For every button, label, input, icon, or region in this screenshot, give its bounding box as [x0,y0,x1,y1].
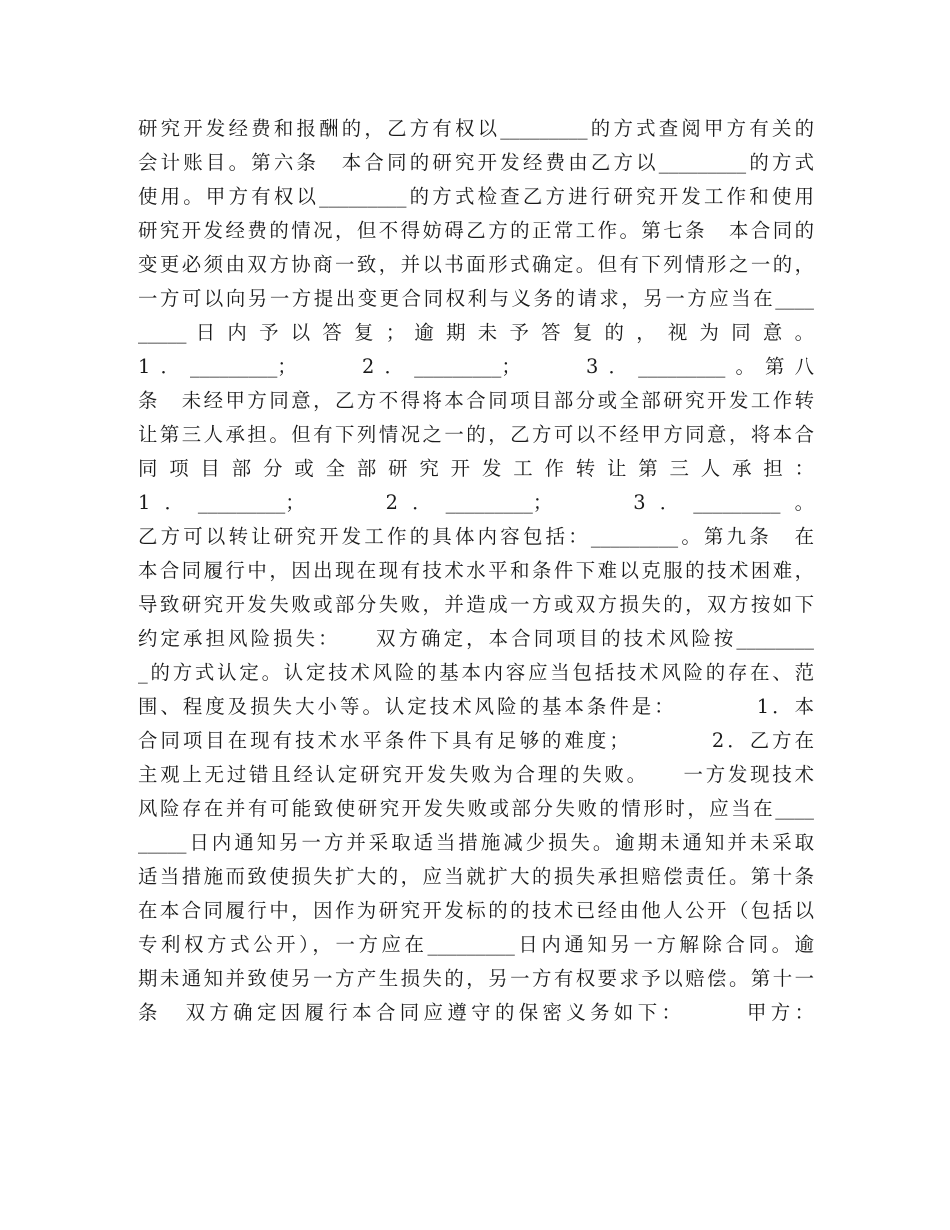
text-line: 专利权方式公开），一方应在_________日内通知另一方解除合同。逾 [138,933,814,956]
text-line: 围、程度及损失大小等。认定技术风险的基本条件是： 1．本 [138,695,814,718]
text-line: 研究开发经费和报酬的，乙方有权以_________的方式查阅甲方有关的 [138,117,814,140]
text-line: 一方可以向另一方提出变更合同权利与义务的请求，另一方应当在____ [138,287,814,310]
text-line: 乙方可以转让研究开发工作的具体内容包括：_________。第九条 在 [138,525,814,548]
text-line: 主观上无过错且经认定研究开发失败为合理的失败。 一方发现技术 [138,763,814,786]
text-line: 条 双方确定因履行本合同应遵守的保密义务如下： 甲方： [138,1001,814,1024]
text-line: 同 项 目 部 分 或 全 部 研 究 开 发 工 作 转 让 第 三 人 承 担 ： [138,457,814,480]
text-line: 使用。甲方有权以_________的方式检查乙方进行研究开发工作和使用 [138,185,814,208]
text-line: 适当措施而致使损失扩大的，应当就扩大的损失承担赔偿责任。第十条 [138,865,814,888]
text-line: 本合同履行中，因出现在现有技术水平和条件下难以克服的技术困难， [138,559,814,582]
text-line: 会计账目。第六条 本合同的研究开发经费由乙方以_________的方式 [138,151,814,174]
text-line: 在本合同履行中，因作为研究开发标的的技术已经由他人公开（包括以 [138,899,814,922]
text-line: 导致研究开发失败或部分失败，并造成一方或双方损失的，双方按如下 [138,593,814,616]
text-line: 风险存在并有可能致使研究开发失败或部分失败的情形时，应当在____ [138,797,814,820]
text-line: _____日内通知另一方并采取适当措施减少损失。逾期未通知并未采取 [138,831,814,854]
text-line: 1．_________； 2．_________； 3．_________。第八 [138,355,814,378]
text-line: 让第三人承担。但有下列情况之一的，乙方可以不经甲方同意，将本合 [138,423,814,446]
text-line: 研究开发经费的情况，但不得妨碍乙方的正常工作。第七条 本合同的 [138,219,814,242]
text-line: _____ 日 内 予 以 答 复 ； 逾 期 未 予 答 复 的 ， 视 为 同 意 。 [138,321,814,344]
text-line: _的方式认定。认定技术风险的基本内容应当包括技术风险的存在、范 [138,661,814,684]
text-line: 1．_________； 2．_________； 3．_________。 [138,491,814,514]
text-line: 变更必须由双方协商一致，并以书面形式确定。但有下列情形之一的， [138,253,814,276]
text-line: 合同项目在现有技术水平条件下具有足够的难度； 2．乙方在 [138,729,814,752]
contract-body-text [138,112,814,1030]
text-line: 条 未经甲方同意，乙方不得将本合同项目部分或全部研究开发工作转 [138,389,814,412]
text-line: 期未通知并致使另一方产生损失的，另一方有权要求予以赔偿。第十一 [138,967,814,990]
text-line: 约定承担风险损失： 双方确定，本合同项目的技术风险按________ [138,627,814,650]
